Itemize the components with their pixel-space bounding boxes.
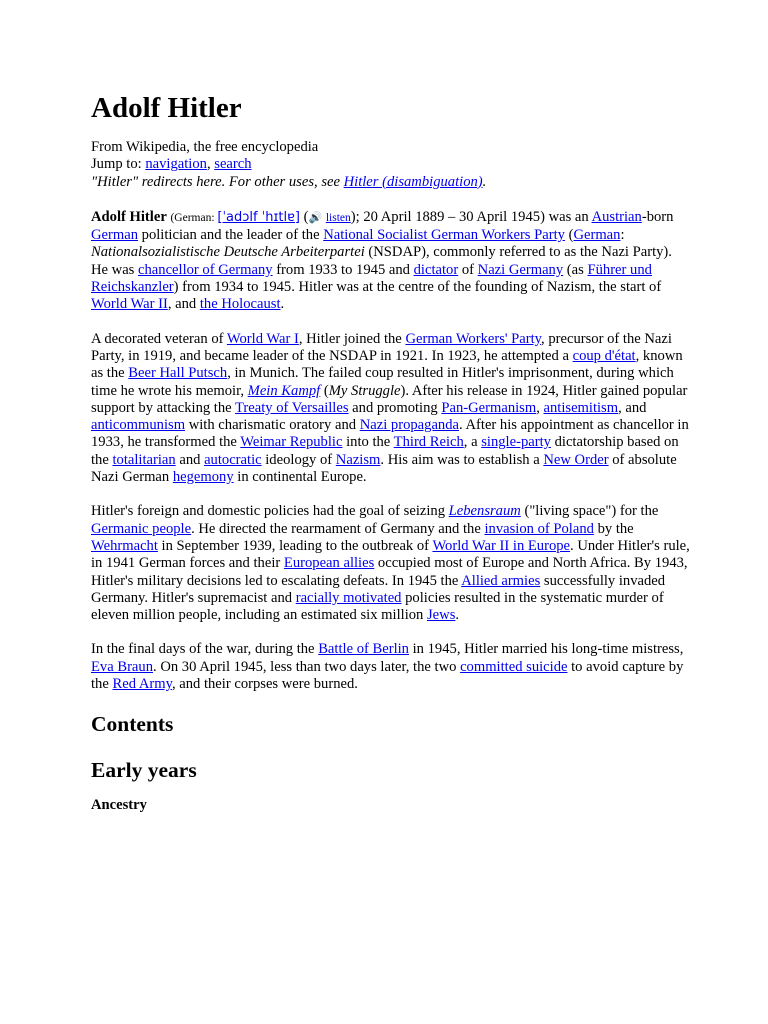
text-run: . After his appointment as chancellor in 1933, he transformed the [91, 417, 689, 451]
link-listen[interactable]: listen [325, 211, 351, 224]
link-pan-germanism[interactable]: Pan-Germanism [441, 399, 537, 416]
text-run: In the final days of the war, during the [91, 641, 319, 658]
text-run: , in Munich. The failed coup resulted in Hitler's imprisonment, during which time he wrote his memoir, [91, 365, 674, 399]
link-german[interactable]: German [91, 227, 139, 244]
text-run: dictatorship based on the [91, 434, 679, 468]
search-link[interactable]: search [214, 156, 252, 173]
link-german[interactable]: German [573, 227, 621, 244]
text-run: in continental Europe. [233, 469, 367, 486]
paragraph-lead [91, 209, 691, 314]
text-run: , and their corpses were burned. [171, 676, 358, 693]
text-run: . On 30 April 1945, less than two days later, the two [153, 658, 461, 675]
text-run: from 1933 to 1945 and [272, 261, 414, 278]
contents-heading: Contents [91, 712, 174, 737]
text-run: of absolute Nazi German [91, 451, 677, 486]
link-chancellor-of-germany[interactable]: chancellor of Germany [138, 261, 273, 278]
link-world-war-ii[interactable]: World War II [91, 296, 168, 313]
jump-separator: , [206, 156, 211, 173]
link-nazi-propaganda[interactable]: Nazi propaganda [359, 417, 459, 434]
text-run: Hitler's foreign and domestic policies had the goal of seizing [91, 503, 449, 520]
text-run: to avoid capture by the [91, 658, 684, 693]
text-run: , and [167, 296, 200, 313]
text-run: , known as the [91, 347, 683, 382]
link-nazism[interactable]: Nazism [335, 451, 381, 468]
text-run: ( [320, 382, 329, 399]
link-wehrmacht[interactable]: Wehrmacht [91, 537, 158, 554]
text-run: Nationalsozialistische Deutsche Arbeiterpartei [91, 244, 365, 261]
link-third-reich[interactable]: Third Reich [393, 434, 464, 451]
link-austrian[interactable]: Austrian [591, 208, 642, 225]
link-germanic-people[interactable]: Germanic people [91, 520, 192, 537]
link-eva-braun[interactable]: Eva Braun [91, 658, 154, 675]
text-run: of [458, 261, 478, 278]
text-run: successfully invaded Germany. Hitler's supremacist and [91, 572, 666, 606]
hatnote-text: "Hitler" redirects here. For other uses, see [91, 173, 340, 190]
hatnote [91, 174, 691, 191]
text-run: , and [618, 399, 647, 416]
link-beer-hall-putsch[interactable]: Beer Hall Putsch [128, 365, 228, 382]
link-totalitarian[interactable]: totalitarian [112, 451, 176, 468]
link-lebensraum[interactable]: Lebensraum [448, 503, 521, 520]
text-run: policies resulted in the systematic murder of eleven million people, including an estimated six million [91, 589, 664, 624]
text-run: My Struggle [328, 382, 401, 399]
page-title: Adolf Hitler [91, 92, 242, 124]
text-run: . He directed the rearmament of Germany and the [191, 520, 485, 537]
link-committed-suicide[interactable]: committed suicide [460, 658, 568, 675]
text-run: . [280, 296, 285, 313]
text-run: , Hitler joined the [298, 330, 406, 347]
text-run: in September 1939, leading to the outbreak of [157, 537, 433, 554]
text-run: occupied most of Europe and North Africa. By 1943, Hitler's military decisions led to escalating defeats. In 1945 the [91, 555, 688, 589]
link-world-war-ii-in-europe[interactable]: World War II in Europe [432, 537, 571, 554]
link-world-war-i[interactable]: World War I [226, 330, 299, 347]
text-run: ( [564, 227, 574, 244]
link-red-army[interactable]: Red Army [112, 676, 172, 693]
link-allied-armies[interactable]: Allied armies [461, 572, 541, 589]
link-antisemitism[interactable]: antisemitism [543, 399, 619, 416]
article [91, 92, 691, 815]
link-autocratic[interactable]: autocratic [204, 451, 262, 468]
section-heading-early-years: Early years [91, 758, 197, 783]
link-weimar-republic[interactable]: Weimar Republic [240, 434, 343, 451]
link-jews[interactable]: Jews [427, 607, 456, 624]
text-run: -born [641, 208, 674, 225]
link-coup-d-tat[interactable]: coup d'état [572, 347, 636, 364]
subsection-heading-ancestry: Ancestry [91, 797, 147, 814]
text-run: (as [563, 261, 588, 278]
link-hegemony[interactable]: hegemony [172, 469, 234, 486]
text-run: into the [342, 434, 394, 451]
link-european-allies[interactable]: European allies [283, 555, 375, 572]
text-run: . [455, 607, 460, 624]
jump-links [91, 156, 691, 173]
link-ad-lf-h-tl[interactable]: [ˈadɔlf ˈhɪtlɐ] [217, 209, 300, 225]
link-the-holocaust[interactable]: the Holocaust [199, 296, 281, 313]
paragraph-career [91, 331, 691, 487]
jump-to-label: Jump to: [91, 156, 142, 173]
navigation-link[interactable]: navigation [145, 156, 207, 173]
link-invasion-of-poland[interactable]: invasion of Poland [484, 520, 594, 537]
text-run: ("living space") for the [520, 503, 659, 520]
text-run: and [175, 451, 205, 468]
text-run: ideology of [261, 451, 336, 468]
text-run: ) from 1934 to 1945. Hitler was at the centre of the founding of Nazism, the start of [173, 279, 662, 296]
link-f-hrer-und-reichskanzler[interactable]: Führer und Reichskanzler [91, 261, 652, 296]
link-dictator[interactable]: dictator [413, 261, 459, 278]
text-run: ). After his release in 1924, Hitler gained popular support by attacking the [91, 382, 688, 416]
hatnote-end: . [482, 173, 487, 190]
paragraph-final-days [91, 641, 691, 693]
text-run: , a [463, 434, 482, 451]
speaker-icon: 🔊 [308, 211, 323, 224]
link-racially-motivated[interactable]: racially motivated [295, 589, 402, 606]
bold-term: Adolf Hitler [91, 208, 167, 225]
disambiguation-link[interactable]: Hitler (disambiguation) [343, 173, 483, 190]
text-run: , [536, 399, 544, 416]
link-national-socialist-german-workers-party[interactable]: National Socialist German Workers Party [323, 227, 565, 244]
link-mein-kampf[interactable]: Mein Kampf [247, 382, 321, 399]
link-new-order[interactable]: New Order [543, 451, 609, 468]
text-run: , precursor of the Nazi Party, in 1919, and became leader of the NSDAP in 1921. In 1923, he attempted a [91, 330, 672, 364]
link-anticommunism[interactable]: anticommunism [91, 417, 186, 434]
link-treaty-of-versailles[interactable]: Treaty of Versailles [235, 399, 349, 416]
link-battle-of-berlin[interactable]: Battle of Berlin [318, 641, 409, 658]
text-run: . His aim was to establish a [380, 451, 544, 468]
text-run: (German: [170, 211, 218, 224]
link-nazi-germany[interactable]: Nazi Germany [477, 261, 564, 278]
link-german-workers-party[interactable]: German Workers' Party [405, 330, 542, 347]
text-run: (NSDAP), commonly referred to as the Nazi Party). He was [91, 244, 672, 278]
paragraph-policies [91, 503, 691, 624]
text-run: in 1945, Hitler married his long-time mistress, [408, 641, 684, 658]
text-run: by the [593, 520, 634, 537]
text-run: ( [299, 208, 309, 225]
text-run: and promoting [348, 399, 442, 416]
text-run: : [620, 227, 625, 244]
text-run: . Under Hitler's rule, in 1941 German forces and their [91, 537, 690, 572]
text-run: ); 20 April 1889 – 30 April 1945) was an [350, 208, 592, 225]
text-run: A decorated veteran of [91, 330, 227, 347]
link-single-party[interactable]: single-party [481, 434, 551, 451]
text-run: with charismatic oratory and [185, 417, 360, 434]
site-subtitle: From Wikipedia, the free encyclopedia [91, 139, 319, 155]
text-run: politician and the leader of the [138, 227, 324, 244]
